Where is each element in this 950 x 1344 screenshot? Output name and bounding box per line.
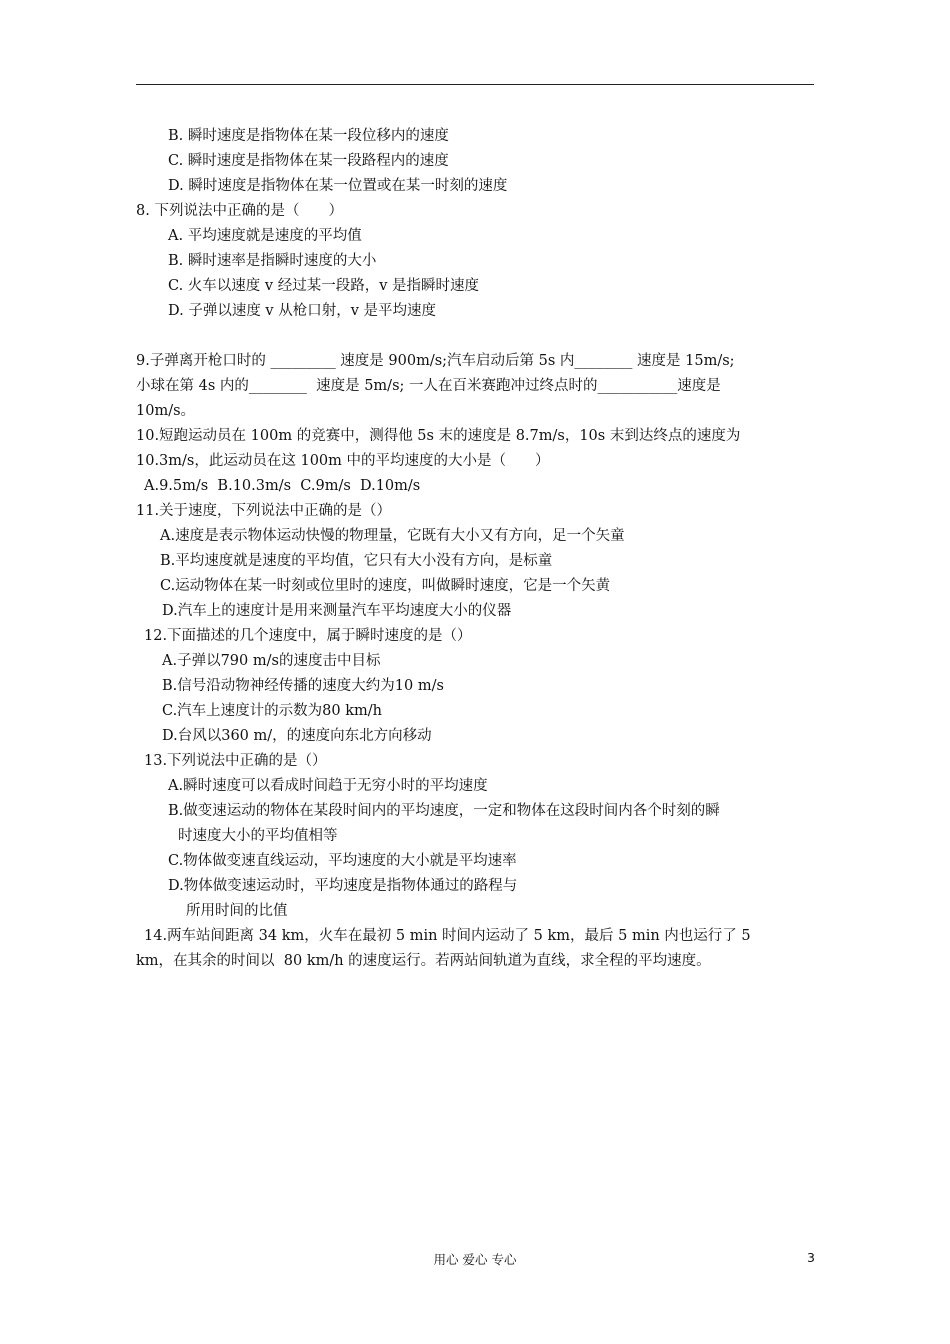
option-c-line: C. 瞬时速度是指物体在某一段路程内的速度 <box>168 153 449 169</box>
question-13: 13.下列说法中正确的是（） <box>144 753 327 769</box>
q8-option-c: C. 火车以速度 v 经过某一段路，v 是指瞬时速度 <box>168 278 480 294</box>
question-14-line-2: km，在其余的时间以 80 km/h 的速度运行。若两站间轨道为直线，求全程的平均速度。 <box>136 953 711 969</box>
question-12: 12.下面描述的几个速度中，属于瞬时速度的是（） <box>144 628 472 644</box>
question-8: 8. 下列说法中正确的是（ ） <box>136 203 343 219</box>
q8-option-d: D. 子弹以速度 v 从枪口射，v 是平均速度 <box>168 303 437 319</box>
q10-options: A.9.5m/s B.10.3m/s C.9m/s D.10m/s <box>144 478 421 494</box>
question-11: 11.关于速度，下列说法中正确的是（） <box>136 503 392 519</box>
q11-option-b: B.平均速度就是速度的平均值，它只有大小没有方向，是标童 <box>160 553 553 569</box>
q12-option-b: B.信号沿动物神经传播的速度大约为10 m/s <box>162 678 444 694</box>
question-9-line-1: 9.子弹离开枪口时的 _________ 速度是 900m/s;汽车启动后第 5s 内________ 速度是 15m/s; <box>136 353 735 369</box>
q13-option-a: A.瞬时速度可以看成时间趋于无穷小时的平均速度 <box>168 778 488 794</box>
q12-option-a: A.子弹以790 m/s的速度击中目标 <box>162 653 381 669</box>
q13-option-d-line-1: D.物体做变速运动时，平均速度是指物体通过的路程与 <box>168 878 518 894</box>
q12-option-d: D.台风以360 m/，的速度向东北方向移动 <box>162 728 432 744</box>
question-9-line-3: 10m/s。 <box>136 403 196 419</box>
question-10-line-1: 10.短跑运动员在 100m 的竞赛中，测得他 5s 末的速度是 8.7m/s，10s 末到达终点的速度为 <box>136 428 741 444</box>
q11-option-d: D.汽车上的速度计是用来测量汽车平均速度大小的仪器 <box>162 603 512 619</box>
page-footer: 用心 爱心 专心 <box>433 1252 517 1267</box>
header-rule <box>136 84 814 85</box>
q8-option-a: A. 平均速度就是速度的平均值 <box>168 228 362 244</box>
q12-option-c: C.汽车上速度计的示数为80 km/h <box>162 703 383 719</box>
q11-option-a: A.速度是表示物体运动快慢的物理量，它既有大小又有方向，足一个矢童 <box>160 528 625 544</box>
q13-option-d-line-2: 所用时间的比值 <box>186 903 288 919</box>
q13-option-b-line-1: B.做变速运动的物体在某段时间内的平均速度，一定和物体在这段时间内各个时刻的瞬 <box>168 803 720 819</box>
q13-option-b-line-2: 时速度大小的平均值相等 <box>178 828 338 844</box>
q11-option-c: C.运动物体在某一时刻或位里时的速度，叫做瞬时速度，它是一个矢黄 <box>160 578 611 594</box>
option-d-line: D. 瞬时速度是指物体在某一位置或在某一时刻的速度 <box>168 178 508 194</box>
question-10-line-2: 10.3m/s，此运动员在这 100m 中的平均速度的大小是（ ） <box>136 453 550 469</box>
question-9-line-2: 小球在第 4s 内的________ 速度是 5m/s; 一人在百米赛跑冲过终点时的___________速度是 <box>136 378 721 394</box>
question-14-line-1: 14.两车站间距离 34 km，火车在最初 5 min 时间内运动了 5 km，最后 5 min 内也运行了 5 <box>144 928 751 944</box>
q13-option-c: C.物体做变速直线运动，平均速度的大小就是平均速率 <box>168 853 517 869</box>
option-b-line: B. 瞬时速度是指物体在某一段位移内的速度 <box>168 128 449 144</box>
page-number: 3 <box>807 1250 815 1265</box>
q8-option-b: B. 瞬时速率是指瞬时速度的大小 <box>168 253 377 269</box>
